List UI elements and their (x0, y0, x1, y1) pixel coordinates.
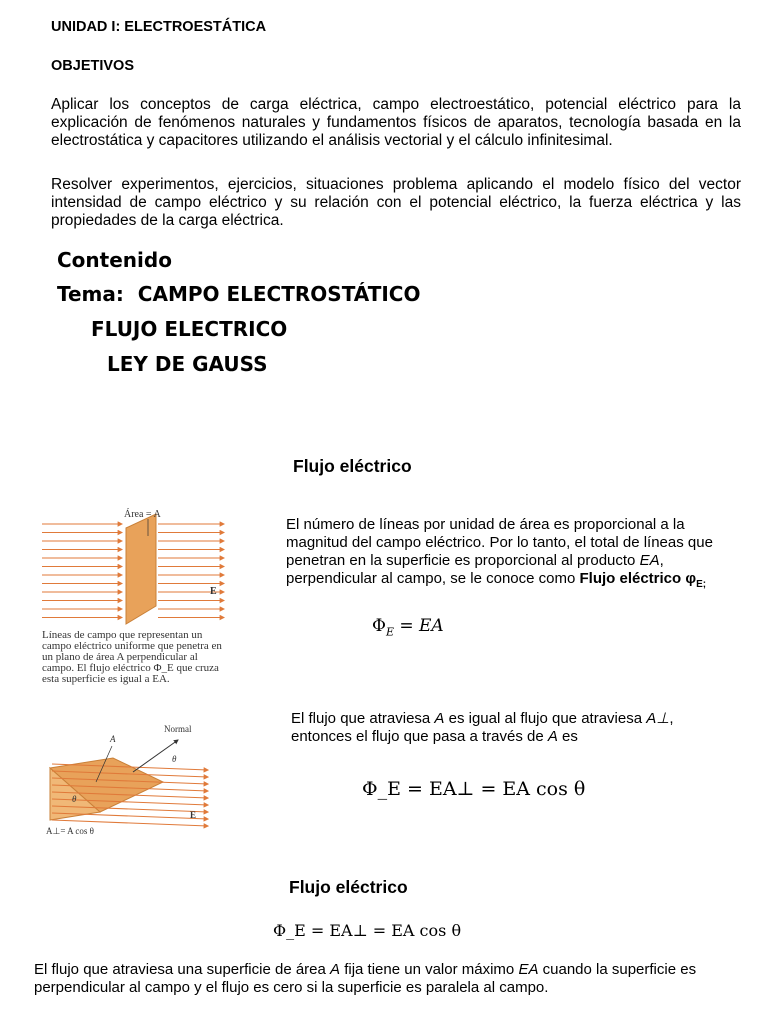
equation-flux-ea (372, 616, 444, 638)
text-a-bold: Flujo eléctrico φ (579, 570, 697, 587)
section-title-flujo-2: Flujo eléctrico (289, 877, 408, 897)
figure-1-caption (42, 630, 224, 685)
text-b-4: es (557, 728, 578, 745)
eq1-rhs: = EA (393, 616, 444, 636)
plate-shape (126, 514, 156, 624)
objective-paragraph-1: Aplicar los conceptos de carga eléctrica, campo electroestático, potencial eléctrico para la explicación de fenómenos naturales y fundamentos físicos de aparatos, tecnología basada en la electrostática y capacitores utilizando el análisis vectorial y el cálculo infinitesimal. (51, 96, 741, 149)
s2-text-ea: EA (518, 961, 539, 978)
s2-text-1: El flujo que atraviesa una superficie de área (34, 961, 331, 978)
text-b-a2: A (547, 728, 558, 745)
figure-tilted-plane (38, 720, 218, 842)
topic-line: Tema: CAMPO ELECTROSTÁTICO (57, 282, 421, 306)
section2-paragraph (34, 961, 724, 997)
objectives-title: OBJETIVOS (51, 58, 134, 74)
subtopic-gauss: LEY DE GAUSS (107, 352, 268, 376)
fig2-e-label: E (190, 810, 197, 820)
s2-text-3: cuando la superficie es perpendicular al campo y el flujo es cero si la superficie es paralela al campo. (34, 961, 697, 996)
text-b-2: es igual al flujo que atraviesa (444, 710, 647, 727)
s2-text-2: fija tiene un valor máximo (340, 961, 519, 978)
contents-title: Contenido (57, 248, 172, 272)
section1-paragraph-b (291, 710, 731, 746)
text-b-a: A (434, 710, 445, 727)
text-b-1: El flujo que atraviesa (291, 710, 435, 727)
text-b-aperp: A⊥ (646, 710, 670, 727)
fig1-area-label: Área = A (124, 509, 161, 520)
fig2-aperp-label: A⊥= A cos θ (46, 826, 94, 836)
fig2-theta-label-2: θ (72, 794, 77, 804)
eq1-lhs: Φ (372, 616, 386, 636)
text-a-em: EA (639, 552, 660, 569)
section-title-flujo-1: Flujo eléctrico (293, 456, 412, 476)
eq1-sub: E (385, 625, 394, 639)
fig2-normal-label: Normal (164, 724, 192, 734)
text-a-part2: , perpendicular al campo, se le conoce como (286, 552, 664, 587)
equation-flux-cos-2: Φ_E = EA⊥ = EA cos θ (273, 921, 462, 940)
fig2-a-label: A (110, 734, 116, 744)
equation-flux-cos-1: Φ_E = EA⊥ = EA cos θ (362, 778, 586, 800)
section1-paragraph-a (286, 516, 746, 594)
fig1-e-label: E (210, 586, 217, 597)
fig2-theta-label: θ (172, 754, 177, 764)
s2-text-a: A (330, 961, 341, 978)
unit-title: UNIDAD I: ELECTROESTÁTICA (51, 19, 267, 35)
caption-text: Líneas de campo que representan un campo eléctrico uniforme que penetra en un plano de área A perpendicular al campo. El flujo eléctrico Φ_E que cruza esta superficie es igual a EA. (42, 629, 222, 685)
objective-paragraph-2: Resolver experimentos, ejercicios, situaciones problema aplicando el modelo físico del vector intensidad de campo eléctrico y su relación con el potencial eléctrico, la fuerza eléctrica y las propiedades de la carga eléctrica. (51, 176, 741, 229)
text-a-sub: E; (696, 579, 707, 590)
text-b-3: , entonces el flujo que pasa a través de (291, 710, 674, 745)
text-a-part1: El número de líneas por unidad de área es proporcional a la magnitud del campo eléctrico. Por lo tanto, el total de líneas que penetran en la superficie es proporcional al producto (286, 516, 713, 569)
subtopic-flujo: FLUJO ELECTRICO (91, 317, 288, 341)
figure-uniform-field-plane (38, 506, 228, 636)
